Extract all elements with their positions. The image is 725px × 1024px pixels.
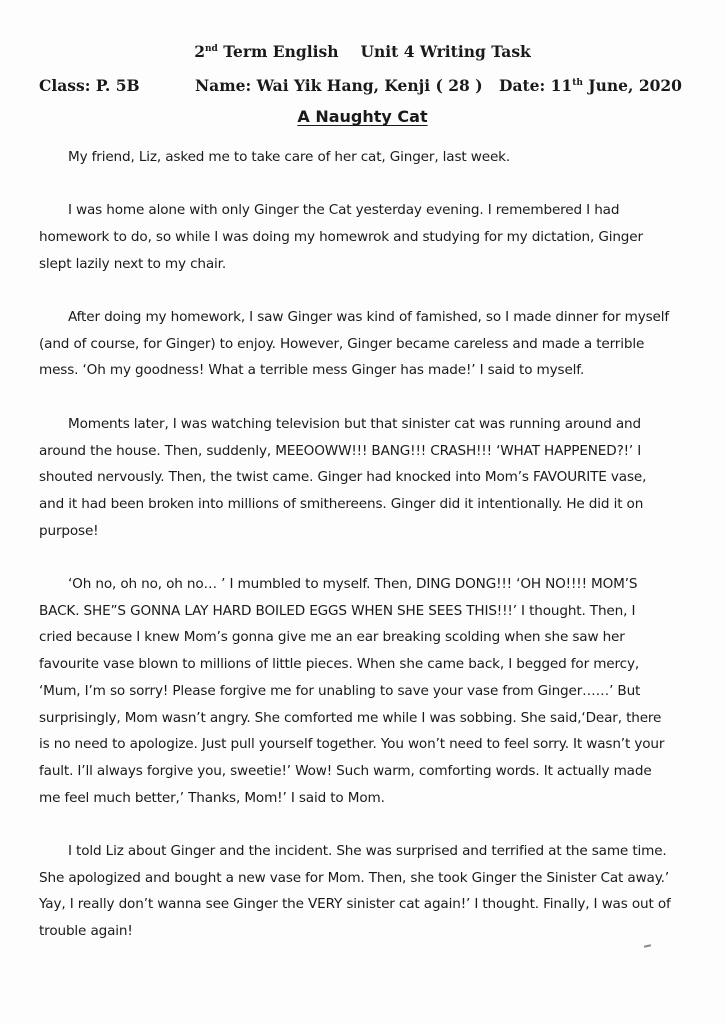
task-name: Unit 4 Writing Task bbox=[360, 42, 531, 61]
date-label: Date: 11th June, 2020 bbox=[499, 76, 682, 95]
paragraph: I told Liz about Ginger and the incident. She was surprised and terrified at the same time. She apologized and bought a new vase for Mom. Then, she took Ginger the Sinister Cat away.’ Yay, I really don’t wanna see Ginger the VERY sinister cat again!’ I thought. Finally, I was out of trouble again! bbox=[39, 843, 671, 940]
paragraph: My friend, Liz, asked me to take care of her cat, Ginger, last week. bbox=[68, 149, 511, 165]
term-subject: Term English bbox=[217, 42, 339, 61]
student-name: Name: Wai Yik Hang, Kenji ( 28 ) bbox=[195, 76, 483, 95]
essay-body bbox=[39, 144, 671, 972]
paragraph: ‘Oh no, oh no, oh no… ’ I mumbled to myself. Then, DING DONG!!! ‘OH NO!!!! MOM’S BACK. SHE”S GONNA LAY HARD BOILED EGGS WHEN SHE SEES THIS!!!’ I thought. Then, I cried because I knew Mom’s gonna give me an ear breaking scolding when she saw her favourite vase blown to millions of little pieces. When she came back, I begged for mercy, ‘Mum, I’m so sorry! Please forgive me for unabling to save your vase from Ginger……’ But surprisingly, Mom wasn’t angry. She comforted me while I was sobbing. She said,‘Dear, there is no need to apologize. Just pull yourself together. You won’t need to feel sorry. It wasn’t your fault. I’ll always forgive you, sweetie!’ Wow! Such warm, comforting words. It actually made me feel much better,’ Thanks, Mom!’ I said to Mom. bbox=[39, 576, 665, 806]
class-label: Class: P. 5B bbox=[39, 76, 140, 95]
header-term-line bbox=[0, 42, 725, 61]
term-ordinal: nd bbox=[204, 43, 218, 54]
paragraph: I was home alone with only Ginger the Cat yesterday evening. I remembered I had homework to do, so while I was doing my homewrok and studying for my dictation, Ginger slept lazily next to my chair. bbox=[39, 202, 643, 272]
paragraph: Moments later, I was watching television but that sinister cat was running around and around the house. Then, suddenly, MEEOOWW!!! BANG!!! CRASH!!! ‘WHAT HAPPENED?!’ I shouted nervously. Then, the twist came. Ginger had knocked into Mom’s FAVOURITE vase, and it had been broken into millions of smithereens. Ginger did it intentionally. He did it on purpose! bbox=[39, 415, 647, 539]
term-number: 2 bbox=[194, 42, 205, 61]
essay-title: A Naughty Cat bbox=[297, 107, 428, 126]
paragraph: After doing my homework, I saw Ginger was kind of famished, so I made dinner for myself (and of course, for Ginger) to enjoy. However, Ginger became careless and made a terrible mess. ‘Oh my goodness! What a terrible mess Ginger has made!’ I said to myself. bbox=[39, 309, 670, 379]
